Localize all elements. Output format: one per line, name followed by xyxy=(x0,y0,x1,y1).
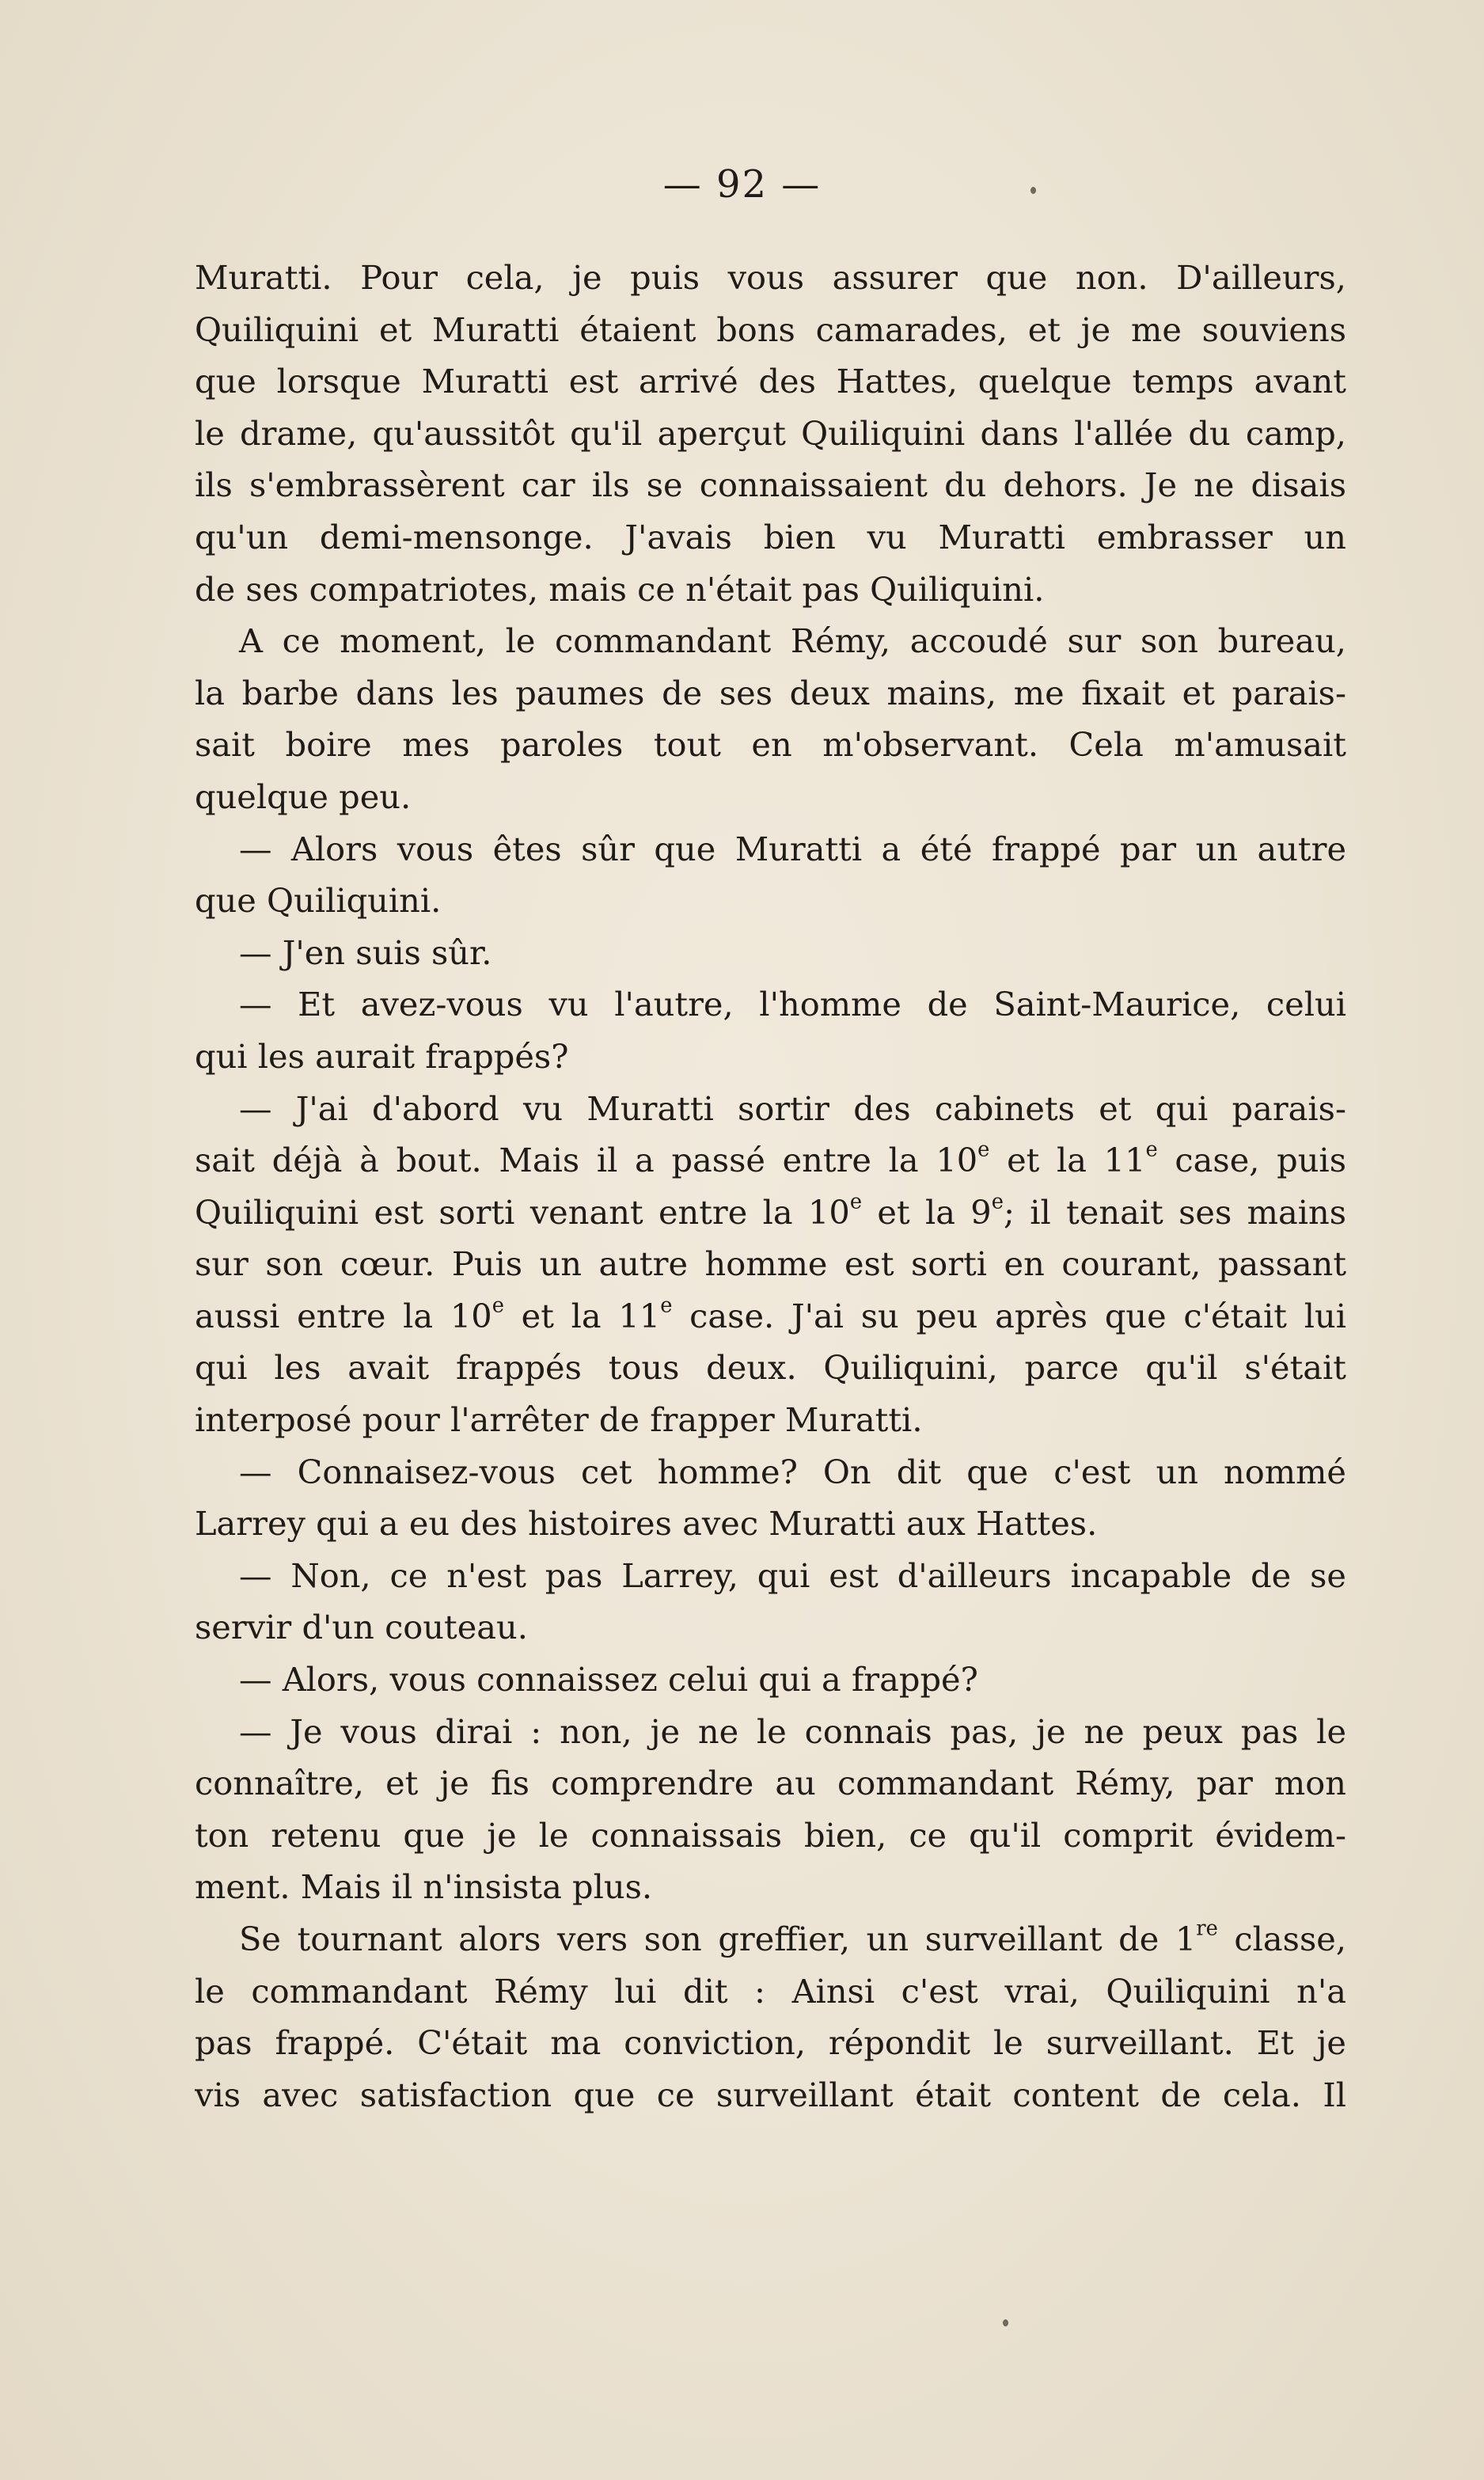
text-line: Se tournant alors vers son greffier, un surveillant de 1re classe, xyxy=(239,1916,1346,1958)
text-line: le commandant Rémy lui dit : Ainsi c'est vrai, Quiliquini n'a xyxy=(195,1971,1346,2011)
text-line: aussi entre la 10e et la 11e case. J'ai su peu après que c'était lui xyxy=(195,1293,1346,1335)
text-line: sur son cœur. Puis un autre homme est sorti en courant, passant xyxy=(195,1244,1346,1284)
text-line: connaître, et je fis comprendre au commandant Rémy, par mon xyxy=(195,1764,1346,1803)
text-line: que lorsque Muratti est arrivé des Hattes, quelque temps avant xyxy=(195,362,1346,401)
text-line: Larrey qui a eu des histoires avec Muratti aux Hattes. xyxy=(195,1504,1098,1544)
text-line: de ses compatriotes, mais ce n'était pas Quiliquini. xyxy=(195,569,1045,609)
paper-speck xyxy=(1030,187,1036,194)
text-line: qui les aurait frappés? xyxy=(195,1036,569,1076)
text-line: Muratti. Pour cela, je puis vous assurer que non. D'ailleurs, xyxy=(195,258,1346,297)
text-line: Quiliquini et Muratti étaient bons camarades, et je me souviens xyxy=(195,310,1346,349)
text-line: la barbe dans les paumes de ses deux mains, me fixait et parais- xyxy=(195,673,1346,712)
page-number: — 92 — xyxy=(662,162,822,207)
text-line: servir d'un couteau. xyxy=(195,1608,528,1647)
text-line: sait déjà à bout. Mais il a passé entre la 10e et la 11e case, puis xyxy=(195,1137,1346,1180)
text-line: ment. Mais il n'insista plus. xyxy=(195,1867,653,1907)
text-line: pas frappé. C'était ma conviction, répondit le surveillant. Et je xyxy=(195,2023,1346,2063)
text-line: — Je vous dirai : non, je ne le connais pas, je ne peux pas le xyxy=(239,1711,1346,1751)
text-line: — J'ai d'abord vu Muratti sortir des cabinets et qui parais- xyxy=(239,1088,1346,1128)
text-line: — Non, ce n'est pas Larrey, qui est d'ailleurs incapable de se xyxy=(239,1555,1346,1595)
text-line: vis avec satisfaction que ce surveillant était content de cela. Il xyxy=(195,2075,1346,2114)
body-text xyxy=(195,252,1346,2121)
text-line: ton retenu que je le connaissais bien, ce qu'il comprit évidem- xyxy=(195,1815,1346,1855)
text-line: — Alors vous êtes sûr que Muratti a été frappé par un autre xyxy=(239,829,1346,868)
text-line: que Quiliquini. xyxy=(195,881,442,921)
text-line: sait boire mes paroles tout en m'observant. Cela m'amusait xyxy=(195,725,1346,765)
text-line: A ce moment, le commandant Rémy, accoudé sur son bureau, xyxy=(239,621,1346,661)
paper-speck xyxy=(1003,2319,1008,2326)
text-line: — Et avez-vous vu l'autre, l'homme de Saint-Maurice, celui xyxy=(239,985,1346,1024)
text-line: qu'un demi-mensonge. J'avais bien vu Muratti embrasser un xyxy=(195,517,1346,556)
text-line: — Connaisez-vous cet homme? On dit que c'est un nommé xyxy=(239,1452,1346,1491)
text-line: — Alors, vous connaissez celui qui a frappé? xyxy=(239,1660,978,1700)
text-line: Quiliquini est sorti venant entre la 10e et la 9e; il tenait ses mains xyxy=(195,1190,1346,1232)
text-line: le drame, qu'aussitôt qu'il aperçut Quiliquini dans l'allée du camp, xyxy=(195,413,1346,453)
text-line: interposé pour l'arrêter de frapper Muratti. xyxy=(195,1400,923,1440)
text-line: qui les avait frappés tous deux. Quiliquini, parce qu'il s'était xyxy=(195,1348,1346,1388)
text-line: quelque peu. xyxy=(195,777,412,816)
text-line: ils s'embrassèrent car ils se connaissaient du dehors. Je ne disais xyxy=(195,465,1346,505)
text-line: — J'en suis sûr. xyxy=(239,932,492,972)
